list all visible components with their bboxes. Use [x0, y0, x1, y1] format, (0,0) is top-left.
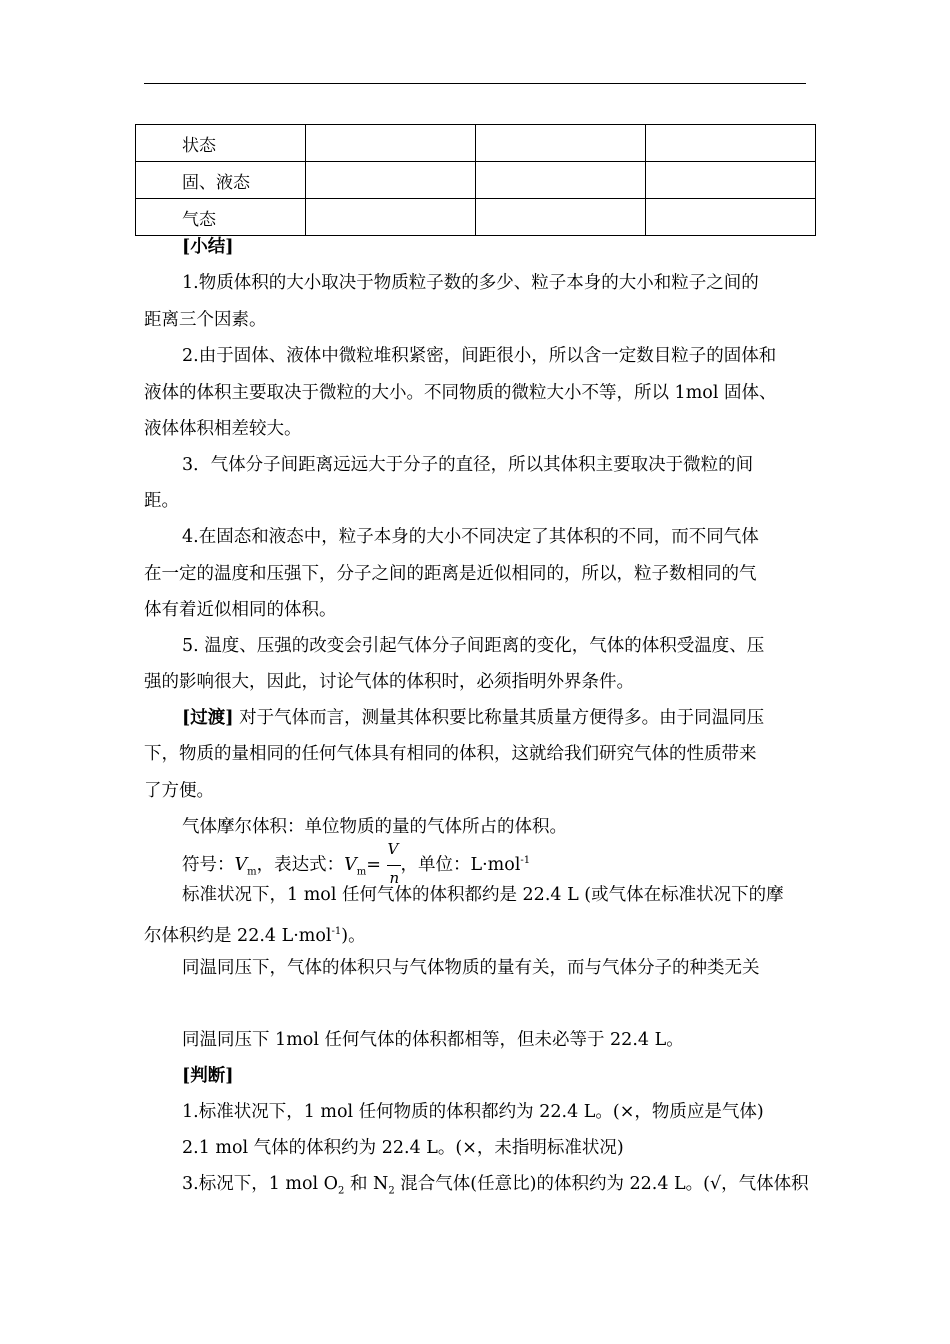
header-rule — [144, 83, 806, 84]
symbol-v: V — [234, 854, 248, 875]
judge-text: 混合气体(任意比)的体积约为 22.4 L。(√，气体体积 — [394, 1174, 809, 1194]
table-cell — [306, 125, 476, 162]
same-conditions-line: 同温同压下 1mol 任何气体的体积都相等，但未必等于 22.4 L。 — [182, 1030, 684, 1050]
judge-sub: 2 — [338, 1185, 345, 1197]
summary-line: 液体的体积主要取决于微粒的大小。不同物质的微粒大小不等，所以 1mol 固体、 — [144, 383, 777, 403]
judge-item: 1.标准状况下，1 mol 任何物质的体积都约为 22.4 L。(×，物质应是气体) — [182, 1102, 764, 1122]
standard-line — [144, 921, 366, 947]
table-cell — [306, 199, 476, 236]
fraction-numerator: V — [387, 840, 399, 859]
judge-text: 3.标况下，1 mol O — [182, 1174, 339, 1194]
table-cell — [646, 162, 816, 199]
table-cell — [476, 199, 646, 236]
molar-volume-formula — [182, 840, 531, 888]
row-label: 状态 — [136, 125, 306, 162]
judge-sub: 2 — [388, 1185, 395, 1197]
fraction-denominator: n — [389, 869, 400, 888]
expression-label: ，表达式： — [256, 854, 345, 875]
summary-heading: [小结] — [182, 237, 234, 257]
judge-item: 2.1 mol 气体的体积约为 22.4 L。(×，未指明标准状况) — [182, 1138, 624, 1158]
summary-line: 4.在固态和液态中，粒子本身的大小不同决定了其体积的不同，而不同气体 — [182, 527, 759, 547]
transition-heading: [过渡] — [182, 708, 234, 728]
summary-line: 强的影响很大，因此，讨论气体的体积时，必须指明外界条件。 — [144, 672, 634, 692]
summary-line: 距离三个因素。 — [144, 310, 267, 330]
transition-text: 对于气体而言，测量其体积要比称量其质量方便得多。由于同温同压 — [233, 708, 765, 728]
summary-line: 液体体积相差较大。 — [144, 419, 302, 439]
summary-line: 3．气体分子间距离远远大于分子的直径，所以其体积主要取决于微粒的间 — [182, 455, 754, 475]
symbol-label: 符号： — [182, 854, 235, 875]
table-cell — [646, 199, 816, 236]
summary-line: 1.物质体积的大小取决于物质粒子数的多少、粒子本身的大小和粒子之间的 — [182, 273, 759, 293]
molar-volume-definition: 气体摩尔体积：单位物质的量的气体所占的体积。 — [182, 817, 567, 837]
standard-text: 尔体积约是 22.4 L·mol — [144, 925, 332, 946]
judge-heading: [判断] — [182, 1066, 234, 1086]
symbol-sub: m — [247, 866, 257, 878]
standard-sup: -1 — [331, 926, 342, 937]
table-row — [136, 162, 816, 199]
summary-line: 距。 — [144, 491, 179, 511]
summary-line: 2.由于固体、液体中微粒堆积紧密，间距很小，所以含一定数目粒子的固体和 — [182, 346, 777, 366]
transition-line: 了方便。 — [144, 781, 214, 801]
summary-line: 5. 温度、压强的改变会引起气体分子间距离的变化，气体的体积受温度、压 — [182, 636, 765, 656]
judge-text: 和 N — [344, 1174, 389, 1194]
transition-line: 下，物质的量相同的任何气体具有相同的体积，这就给我们研究气体的性质带来 — [144, 744, 757, 764]
table-cell — [306, 162, 476, 199]
table-cell — [646, 125, 816, 162]
table-cell — [476, 162, 646, 199]
fraction-bar — [387, 865, 401, 866]
transition-paragraph — [182, 707, 764, 729]
state-table — [135, 124, 816, 236]
expression-sub: m — [356, 866, 367, 878]
table-cell — [476, 125, 646, 162]
expression-v: V — [344, 854, 357, 875]
table-row — [136, 125, 816, 162]
summary-line: 体有着近似相同的体积。 — [144, 600, 337, 620]
equals-sign: = — [366, 854, 381, 875]
summary-line: 在一定的温度和压强下，分子之间的距离是近似相同的，所以，粒子数相同的气 — [144, 564, 757, 584]
row-label: 固、液态 — [136, 162, 306, 199]
unit-sup: -1 — [520, 855, 531, 866]
standard-line: 标准状况下，1 mol 任何气体的体积都约是 22.4 L (或气体在标准状况下的摩 — [182, 885, 784, 905]
judge-item — [182, 1173, 809, 1203]
fraction — [387, 840, 401, 888]
unit-label: ，单位：L·mol — [400, 854, 521, 875]
standard-tail: )。 — [341, 925, 366, 946]
table-row — [136, 199, 816, 236]
same-conditions-line: 同温同压下，气体的体积只与气体物质的量有关，而与气体分子的种类无关 — [182, 958, 760, 978]
row-label: 气态 — [136, 199, 306, 236]
